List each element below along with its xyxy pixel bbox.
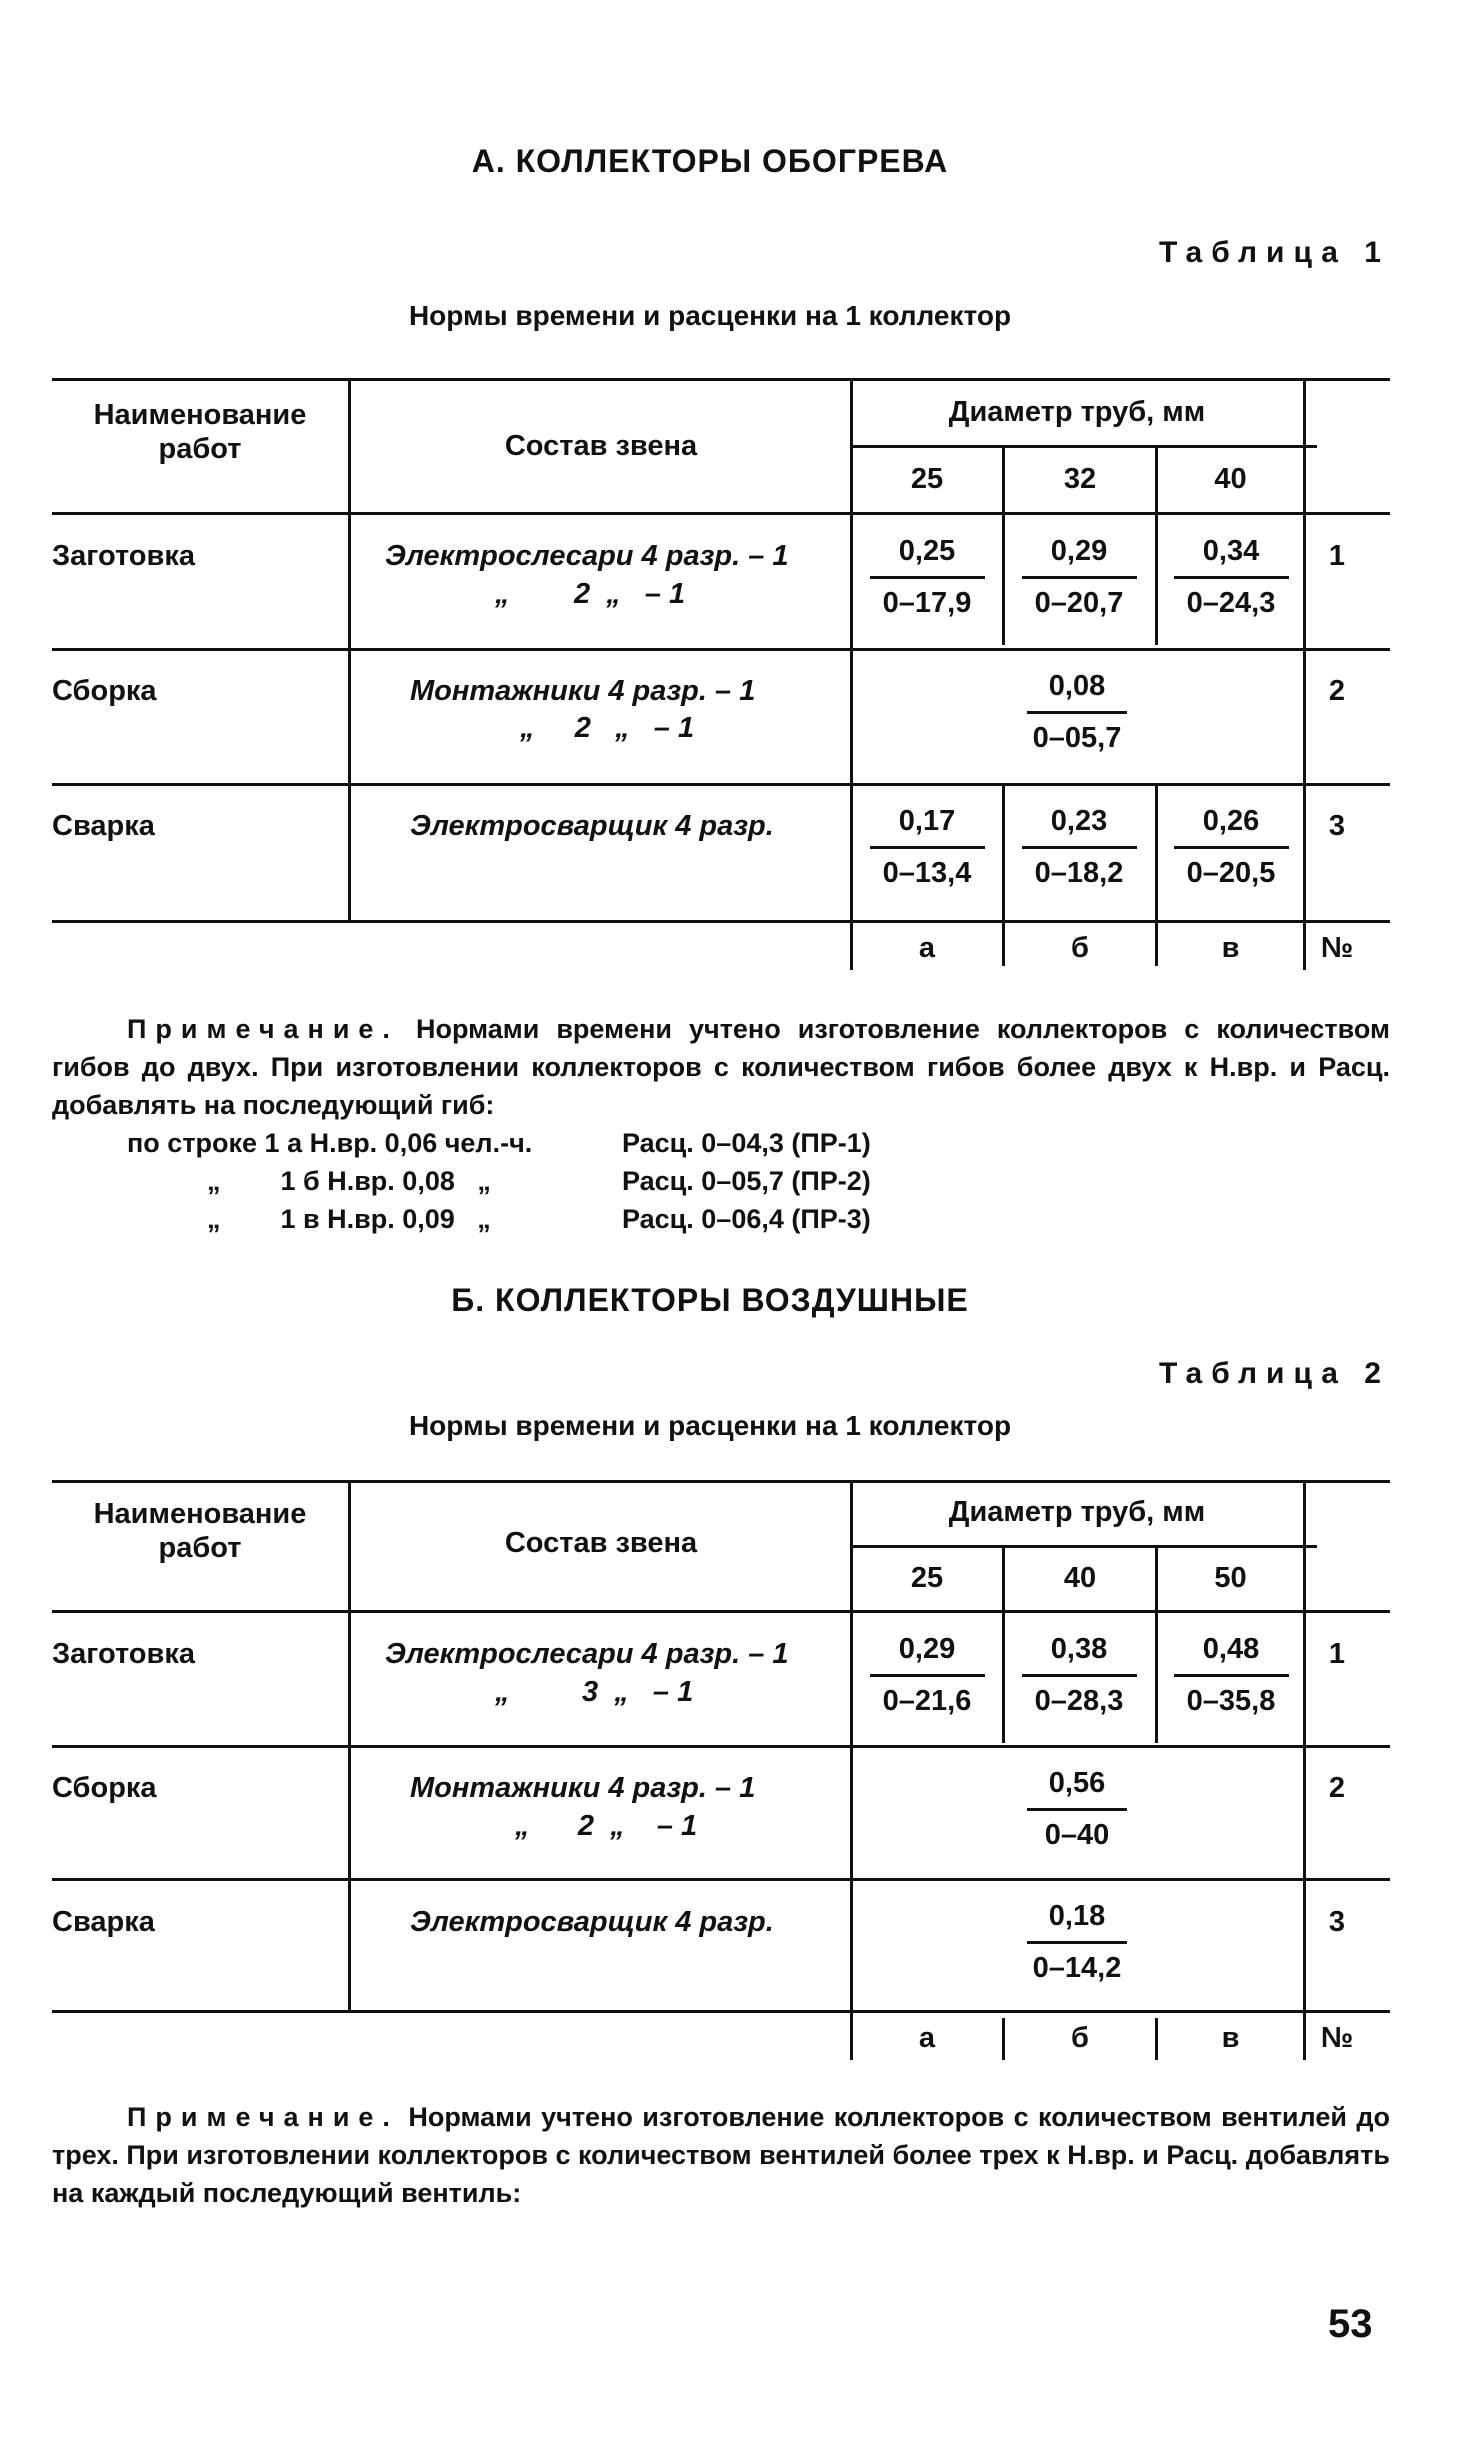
table1-diameter-25: 25 (910, 463, 944, 495)
rate-value: 0–35,8 (1186, 1685, 1276, 1717)
note1-line3-norm: „ 1 в Н.вр. 0,09 „ (207, 1204, 491, 1234)
norm-value: 0,38 (1050, 1633, 1108, 1665)
table1-row3-num: 3 (1328, 810, 1346, 842)
note1 (52, 1010, 1390, 1124)
rate-value: 0–21,6 (882, 1685, 972, 1717)
table2-row1-col-b (1008, 1633, 1150, 1718)
table2-row1-col-c (1160, 1633, 1302, 1718)
table1-row2-merged (852, 670, 1302, 755)
note2-text: Нормами учтено изготовление коллекторов с количеством вентилей до трех. При изготовлении коллекторов с количеством вентилей более трех к Н.вр. и Расц. добавлять на каждый последующий вентиль: (52, 2102, 1390, 2208)
note1-lines (127, 1124, 1027, 1238)
norm-value: 0,26 (1202, 805, 1260, 837)
table1-row2-name: Сборка (52, 675, 157, 707)
rate-value: 0–18,2 (1034, 857, 1124, 889)
table2-row3-num: 3 (1328, 1906, 1346, 1938)
table2-row2-name: Сборка (52, 1772, 157, 1804)
section-b-title: Б. КОЛЛЕКТОРЫ ВОЗДУШНЫЕ (451, 1282, 969, 1318)
table1-row3-name: Сварка (52, 810, 155, 842)
table1-row3-col-a (856, 805, 998, 890)
note2-label: Примечание. (127, 2102, 399, 2132)
table2-label: Таблица 2 (1158, 1357, 1390, 1390)
page-number: 53 (1328, 2302, 1373, 2346)
table2-diameter-50: 50 (1214, 1562, 1247, 1594)
table2-row1-team-line2: „ 3 „ – 1 (495, 1676, 694, 1708)
norm-value: 0,18 (1048, 1900, 1106, 1932)
note1-line1-rate: Расц. 0–04,3 (ПР-1) (622, 1128, 871, 1158)
table2-header-diameter: Диаметр труб, мм (948, 1496, 1206, 1528)
table2-caption: Нормы времени и расценки на 1 коллектор (408, 1410, 1012, 1441)
note1-line2-norm: „ 1 б Н.вр. 0,08 „ (207, 1166, 491, 1196)
table1-footer-c: в (1221, 932, 1240, 964)
table1-row2-num: 2 (1328, 675, 1346, 707)
norm-value: 0,17 (898, 805, 956, 837)
note2 (52, 2098, 1390, 2212)
norm-value: 0,25 (898, 535, 956, 567)
table2-row2-team-line2: „ 2 „ – 1 (515, 1810, 698, 1842)
table2-diameter-40: 40 (1063, 1562, 1097, 1594)
table1-row1-col-c (1160, 535, 1302, 620)
table2-footer-b: б (1071, 2022, 1089, 2054)
norm-value: 0,23 (1050, 805, 1108, 837)
rate-value: 0–40 (1044, 1819, 1110, 1851)
table1-label: Таблица 1 (1158, 236, 1390, 269)
table1-row3-col-b (1008, 805, 1150, 890)
rate-value: 0–20,7 (1034, 587, 1124, 619)
norm-value: 0,56 (1048, 1767, 1106, 1799)
table1-footer-num: № (1320, 932, 1354, 964)
table2-row2-team-line1: Монтажники 4 разр. – 1 (410, 1772, 756, 1804)
table1-row3-team-line1: Электросварщик 4 разр. (410, 810, 774, 842)
table1-row1-col-a (856, 535, 998, 620)
table1-row1-col-b (1008, 535, 1150, 620)
table1-footer-a: а (918, 932, 936, 964)
table1-footer-b: б (1071, 932, 1089, 964)
norm-value: 0,48 (1202, 1633, 1260, 1665)
norm-value: 0,29 (1050, 535, 1108, 567)
table1-row2-team-line2: „ 2 „ – 1 (520, 712, 695, 744)
table2-row3-name: Сварка (52, 1906, 155, 1938)
note1-label: Примечание. (127, 1014, 399, 1044)
table1-diameter-32: 32 (1063, 463, 1097, 495)
table2-row1-team-line1: Электрослесари 4 разр. – 1 (385, 1638, 789, 1670)
note1-line2-rate: Расц. 0–05,7 (ПР-2) (622, 1166, 871, 1196)
table1-row1-team-line2: „ 2 „ – 1 (495, 578, 686, 610)
table1-row1-num: 1 (1328, 540, 1346, 572)
table1-header-diameter: Диаметр труб, мм (948, 396, 1206, 428)
table1-header-name: Наименование работ (93, 399, 307, 465)
table2-footer-num: № (1320, 2022, 1354, 2054)
table1-header-team: Состав звена (504, 430, 698, 462)
note1-line1-norm: по строке 1 а Н.вр. 0,06 чел.-ч. (127, 1128, 533, 1158)
rate-value: 0–05,7 (1032, 722, 1122, 754)
table2-footer-a: а (918, 2022, 936, 2054)
table1-row2-team-line1: Монтажники 4 разр. – 1 (410, 675, 756, 707)
rate-value: 0–28,3 (1034, 1685, 1124, 1717)
rate-value: 0–14,2 (1032, 1952, 1122, 1984)
table2-row2-merged (852, 1767, 1302, 1852)
note1-text: Нормами времени учтено изготовление коллекторов с количеством гибов до двух. При изготовлении коллекторов с количеством гибов более двух к Н.вр. и Расц. добавлять на последующий гиб: (52, 1014, 1390, 1120)
rate-value: 0–20,5 (1186, 857, 1276, 889)
section-a-title: А. КОЛЛЕКТОРЫ ОБОГРЕВА (471, 143, 949, 179)
table1-row1-team-line1: Электрослесари 4 разр. – 1 (385, 540, 789, 572)
table2-row3-merged (852, 1900, 1302, 1985)
table1-caption: Нормы времени и расценки на 1 коллектор (408, 300, 1012, 331)
table2-footer-c: в (1221, 2022, 1240, 2054)
table1-diameter-40: 40 (1214, 463, 1247, 495)
rate-value: 0–13,4 (882, 857, 972, 889)
table1-row3-col-c (1160, 805, 1302, 890)
rate-value: 0–17,9 (882, 587, 972, 619)
rate-value: 0–24,3 (1186, 587, 1276, 619)
norm-value: 0,34 (1202, 535, 1260, 567)
table2-header-name: Наименование работ (93, 1498, 307, 1564)
table2-row1-name: Заготовка (52, 1638, 195, 1670)
table2-row1-num: 1 (1328, 1638, 1346, 1670)
table2-row3-team-line1: Электросварщик 4 разр. (410, 1906, 774, 1938)
note1-line3-rate: Расц. 0–06,4 (ПР-3) (622, 1204, 871, 1234)
norm-value: 0,08 (1048, 670, 1106, 702)
table2-header-team: Состав звена (504, 1527, 698, 1559)
table2-row1-col-a (856, 1633, 998, 1718)
table2-row2-num: 2 (1328, 1772, 1346, 1804)
norm-value: 0,29 (898, 1633, 956, 1665)
table2-diameter-25: 25 (910, 1562, 944, 1594)
table1-row1-name: Заготовка (52, 540, 195, 572)
